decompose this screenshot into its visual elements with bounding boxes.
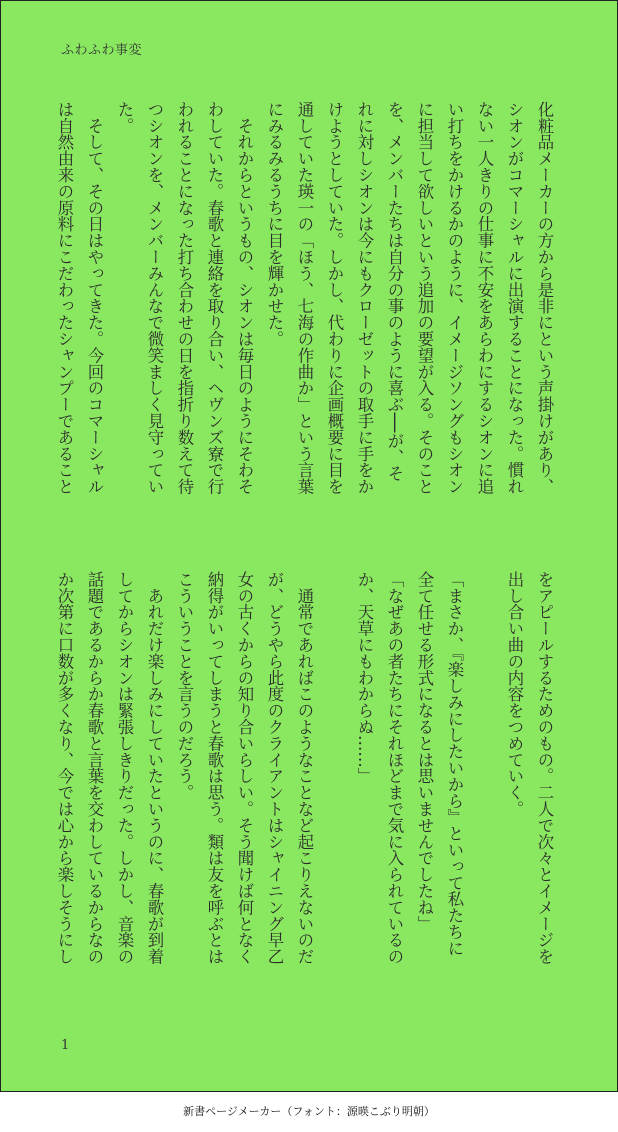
vertical-text-block-bottom: をアピールするためのもの。二人で次々とイメージを 出し合い曲の内容をつめていく。 「まさか、『楽しみにしたいから』といって私たちに 全て任せる形式になるとは思いませんでしたね」 「なぜあの者たちにそれほどまで気に入られているの か、天草にもわからぬ……」 通常であればこのようなことなど起こりえないのだ が、どうやら此度のクライアントはシャイニング早乙 女の古くからの知り合いらしい。そう聞けば何となく 納得がいってしまうと春歌は思う。類は友を呼ぶとは こういうことを言うのだろう。 あれだけ楽しみにしていたというのに、春歌が到着 してからシオンは緊張しきりだった。しかし、音楽の 話題であるからか春歌と言葉を交わしているからなの か次第に口数が多くなり、今では心から楽しそうにし: [55, 571, 554, 965]
book-title: ふわふわ事変: [61, 43, 143, 58]
page-number: 1: [61, 1038, 70, 1053]
vertical-text-block-top: 化粧品メーカーの方から是非にという声掛けがあり、 シオンがコマーシャルに出演することになった。慣れ ない一人きりの仕事に不安をあらわにするシオンに追 い打ちをかけるかのように、イメージソングもシオン に担当して欲しいという追加の要望が入る。そのこと を、メンバーたちは自分の事のように喜ぶ──が、そ れに対しシオンは今にもクローゼットの取手に手をか けようとしていた。しかし、代わりに企画概要に目を 通していた瑛一の「ほう、七海の作曲か」という言葉 にみるみるうちに目を輝かせた。 それからというもの、シオンは毎日のようにそわそ わしていた。春歌と連絡を取り合い、ヘヴンズ寮で行 われることになった打ち合わせの日を指折り数えて待 つシオンを、メンバーみんなで微笑ましく見守ってい た。 そして、その日はやってきた。今回のコマーシャル は自然由来の原料にこだわったシャンプーであること: [55, 101, 554, 495]
generator-caption: 新書ページメーカー（フォント：源暎こぶり明朝）: [183, 1105, 435, 1118]
